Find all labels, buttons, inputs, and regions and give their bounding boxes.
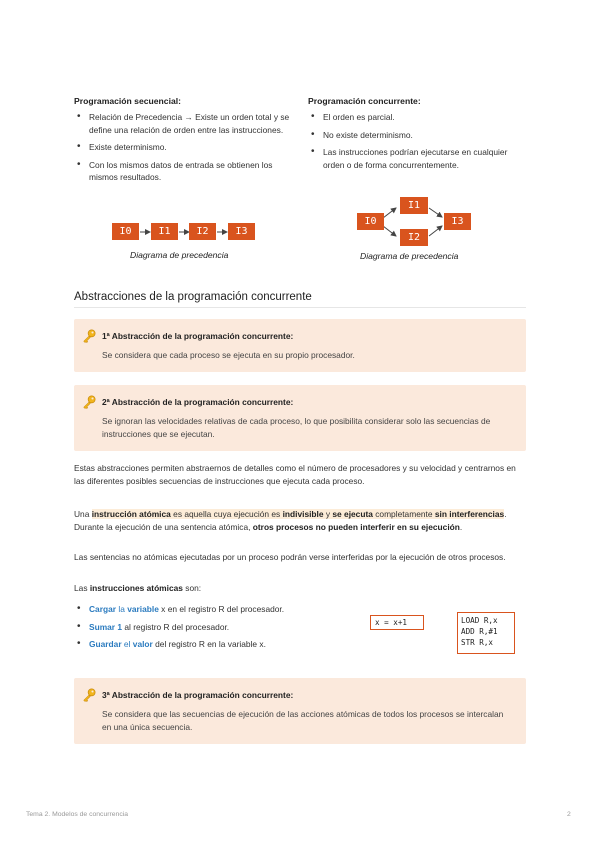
list-item: • Existe determinismo. [74,141,294,154]
key-icon [82,395,96,409]
list-item: • El orden es parcial. [308,111,528,124]
callout-title: 1ª Abstracción de la programación concurrente: [102,331,294,341]
section-title: Abstracciones de la programación concurrente [74,291,312,303]
section-divider [74,307,526,308]
key-icon [82,688,96,702]
code-statement: x = x+1 [370,615,424,630]
concurrent-bullets [308,111,528,176]
node-i0: I0 [357,213,384,230]
atomic-instructions-list [74,603,354,656]
callout-text: Se considera que las secuencias de ejecución de las acciones atómicas de todos los procesos se intercalan en una única secuencia. [102,709,504,732]
node-i2: I2 [189,223,216,240]
key-icon [82,329,96,343]
node-i0: I0 [112,223,139,240]
asm-line: LOAD R,x [461,616,498,625]
callout-text: Se ignoran las velocidades relativas de cada proceso, lo que posibilita considerar solo las secuencias de instrucciones que se ejecutan. [102,416,491,439]
asm-line: ADD R,#1 [461,627,498,636]
footer-page-number: 2 [567,811,571,818]
list-item: • Las instrucciones podrían ejecutarse en cualquier orden o de forma concurrentemente. [308,146,528,171]
code-asm [457,612,515,654]
atomic-list-intro: Las instrucciones atómicas son: [74,583,202,593]
list-item: • Cargar la variable x en el registro R del procesador. [74,603,354,616]
list-item: • Relación de Precedencia → Existe un orden total y se define una relación de orden entre las instrucciones. [74,111,294,136]
asm-line: STR R,x [461,638,494,647]
paragraph-atomic: Una instrucción atómica es aquella cuya ejecución es indivisible y se ejecuta completamente sin interferencias. Durante la ejecución de una sentencia atómica, otros procesos no pueden interferir en su ejecución. [74,509,507,532]
sequential-diagram-caption: Diagrama de precedencia [130,250,229,260]
concurrent-diagram-caption: Diagrama de precedencia [360,251,459,261]
list-item: • No existe determinismo. [308,129,528,142]
callout-title: 3ª Abstracción de la programación concurrente: [102,690,294,700]
callout-title: 2ª Abstracción de la programación concurrente: [102,397,294,407]
concurrent-title: Programación concurrente: [308,96,421,106]
callout-3 [74,678,526,744]
footer-title: Tema 2. Modelos de concurrencia [26,811,129,818]
node-i1: I1 [400,197,428,214]
callout-2 [74,385,526,451]
node-i3: I3 [444,213,471,230]
callout-1 [74,319,526,372]
node-i2: I2 [400,229,428,246]
node-i3: I3 [228,223,255,240]
sequential-title: Programación secuencial: [74,96,181,106]
paragraph-non-atomic: Las sentencias no atómicas ejecutadas por un proceso podrán verse interferidas por la ejecución de otros procesos. [74,552,506,562]
node-i1: I1 [151,223,178,240]
callout-text: Se considera que cada proceso se ejecuta en su propio procesador. [102,350,355,360]
list-item: • Guardar el valor del registro R en la variable x. [74,638,354,651]
list-item: • Sumar 1 al registro R del procesador. [74,621,354,634]
paragraph-abstractions: Estas abstracciones permiten abstraernos de detalles como el número de procesadores y su velocidad y centrarnos en las diferentes posibles secuencias de instrucciones que ejecuta cada proceso. [74,463,516,486]
list-item: • Con los mismos datos de entrada se obtienen los mismos resultados. [74,159,294,184]
sequential-bullets [74,111,294,189]
